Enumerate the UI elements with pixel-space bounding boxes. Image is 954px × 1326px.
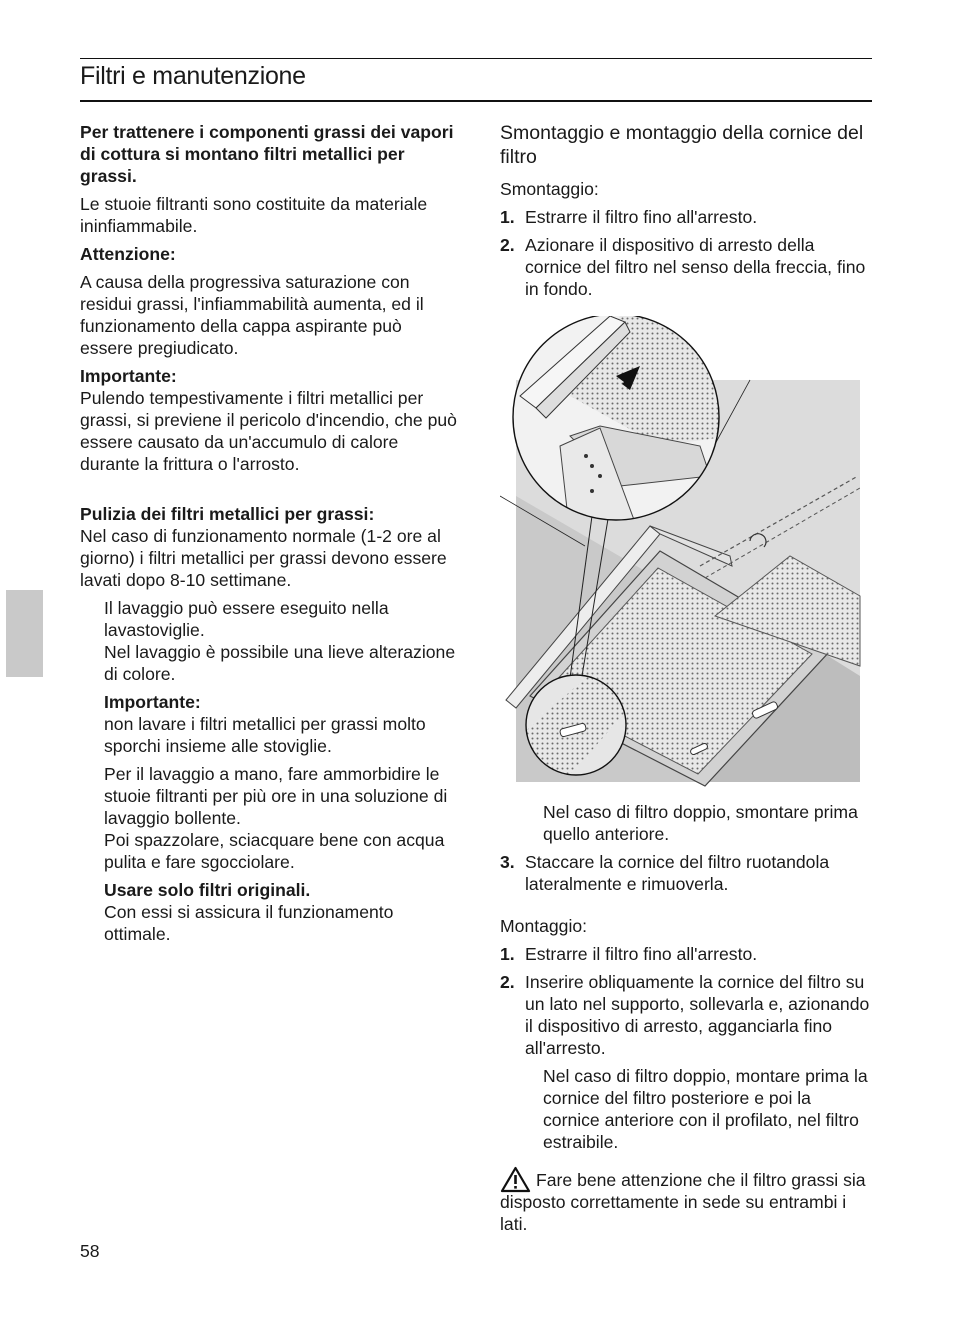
dishwasher-text: Il lavaggio può essere eseguito nella lavastoviglie. bbox=[104, 598, 389, 640]
step-number: 1. bbox=[500, 207, 515, 227]
section-side-tab bbox=[6, 590, 43, 677]
step-text: Estrarre il filtro fino all'arresto. bbox=[525, 944, 758, 964]
install-step-2 bbox=[500, 971, 872, 1059]
color-change-text: Nel lavaggio è possibile una lieve alterazione di colore. bbox=[104, 642, 456, 684]
cleaning-text: Nel caso di funzionamento normale (1-2 ore al giorno) i filtri metallici per grassi devono essere lavati dopo 8-10 settimane. bbox=[80, 526, 447, 590]
left-column bbox=[80, 121, 458, 945]
important-text: Pulendo tempestivamente i filtri metallici per grassi, si previene il pericolo d'incendio, che può essere causato da un'accumulo di calore durante la frittura o l'arrosto. bbox=[80, 388, 457, 474]
step-number: 2. bbox=[500, 235, 515, 255]
page-number: 58 bbox=[80, 1241, 100, 1261]
removal-step-2 bbox=[500, 234, 872, 300]
right-column bbox=[500, 121, 872, 1235]
important-text-2: non lavare i filtri metallici per grassi molto sporchi insieme alle stoviglie. bbox=[104, 714, 426, 756]
install-step-1 bbox=[500, 943, 872, 965]
step-text: Estrarre il filtro fino all'arresto. bbox=[525, 207, 758, 227]
warning-note bbox=[500, 1169, 872, 1235]
filter-removal-illustration bbox=[500, 316, 864, 794]
important-label: Importante: bbox=[80, 366, 177, 386]
double-filter-note-removal: Nel caso di filtro doppio, smontare prima quello anteriore. bbox=[543, 802, 858, 844]
original-filters-label: Usare solo filtri originali. bbox=[104, 880, 311, 900]
attention-text: A causa della progressiva saturazione con residui grassi, l'infiammabilità aumenta, ed il funzionamento della cappa aspirante può essere pregiudicato. bbox=[80, 272, 424, 358]
step-number: 2. bbox=[500, 972, 515, 992]
original-filters-text: Con essi si assicura il funzionamento ottimale. bbox=[104, 902, 394, 944]
step-number: 1. bbox=[500, 944, 515, 964]
warning-text: Fare bene attenzione che il filtro grassi sia disposto correttamente in sede su entrambi i lati. bbox=[500, 1170, 866, 1234]
step-text: Staccare la cornice del filtro ruotandola lateralmente e rimuoverla. bbox=[525, 852, 830, 894]
removal-step-1 bbox=[500, 206, 872, 228]
intro-bold: Per trattenere i componenti grassi dei vapori di cottura si montano filtri metallici per grassi. bbox=[80, 122, 454, 186]
step-number: 3. bbox=[500, 852, 515, 872]
double-filter-note-install: Nel caso di filtro doppio, montare prima la cornice del filtro posteriore e poi la cornice anteriore con il profilato, nel filtro estraibile. bbox=[543, 1066, 868, 1152]
header-rule-bottom bbox=[80, 100, 872, 102]
cleaning-label: Pulizia dei filtri metallici per grassi: bbox=[80, 504, 375, 524]
header-rule-top bbox=[80, 58, 872, 59]
handwash-text: Per il lavaggio a mano, fare ammorbidire le stuoie filtranti per più ore in una soluzione di lavaggio bollente. bbox=[104, 764, 448, 828]
section-heading: Smontaggio e montaggio della cornice del filtro bbox=[500, 122, 864, 168]
attention-label: Attenzione: bbox=[80, 244, 176, 264]
step-text: Inserire obliquamente la cornice del filtro su un lato nel supporto, sollevarla e, azionando il dispositivo di arresto, agganciarla fino all'arresto. bbox=[525, 972, 870, 1058]
warning-triangle-icon bbox=[500, 1166, 531, 1193]
important-label-2: Importante: bbox=[104, 692, 201, 712]
removal-label: Smontaggio: bbox=[500, 179, 599, 199]
page-title: Filtri e manutenzione bbox=[80, 62, 306, 90]
intro-text: Le stuoie filtranti sono costituite da materiale ininfiammabile. bbox=[80, 194, 428, 236]
step-text: Azionare il dispositivo di arresto della cornice del filtro nel senso della freccia, fino in fondo. bbox=[525, 235, 866, 299]
brush-text: Poi spazzolare, sciacquare bene con acqua pulita e fare sgocciolare. bbox=[104, 830, 445, 872]
removal-step-3 bbox=[500, 851, 872, 895]
install-label: Montaggio: bbox=[500, 916, 588, 936]
